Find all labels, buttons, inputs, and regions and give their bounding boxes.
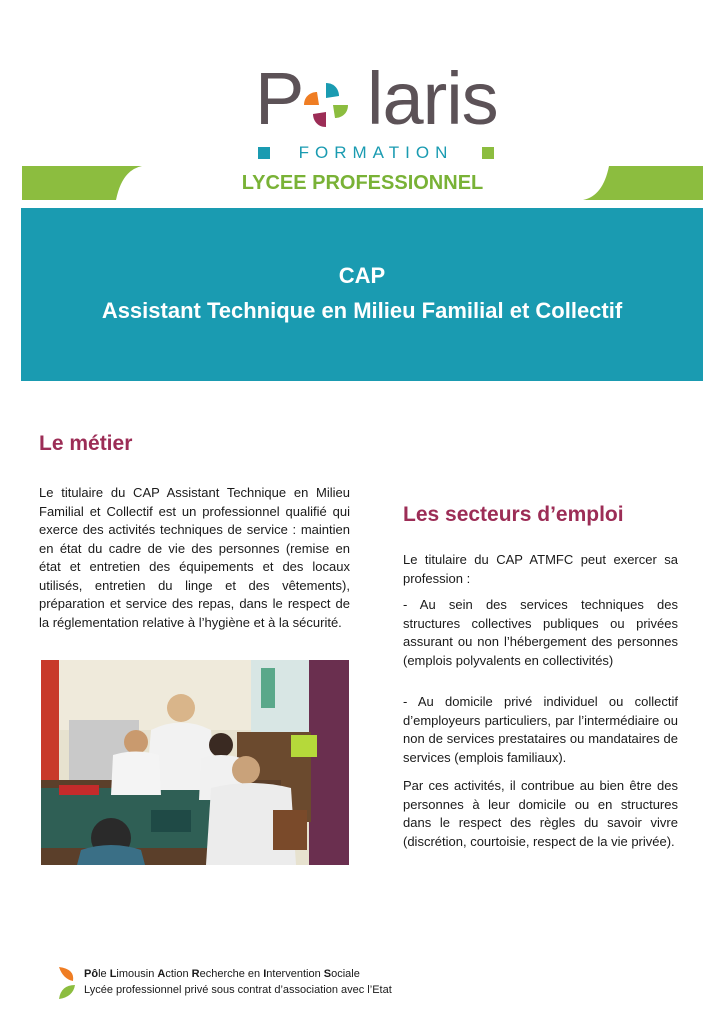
footer-initial: I <box>263 968 267 980</box>
logo-subtitle <box>258 144 494 162</box>
title-line-1: CAP <box>338 263 386 288</box>
classroom-photo <box>41 660 349 865</box>
logo-letter-p: P <box>255 57 304 140</box>
footer-status: Lycée professionnel privé sous contrat d’association avec l’Etat <box>84 984 392 996</box>
secteurs-intro: Le titulaire du CAP ATMFC peut exercer sa profession : <box>403 552 678 586</box>
footer-word-part: ociale <box>331 968 360 980</box>
secteurs-item-domicile: - Au domicile privé individuel ou collectif d’employeurs particuliers, par l’intermédiaire ou non de services prestataires ou mandataires de services (emplois familiaux). <box>403 694 678 765</box>
footer-leaf-icon <box>57 965 77 1001</box>
footer-word-part: imousin <box>116 968 158 980</box>
title-banner <box>21 208 703 381</box>
secteurs-item-collectives: - Au sein des services techniques des structures collectives publiques ou privées assurant ou non l’hébergement des personnes (emplois polyvalents en collectivités) <box>403 597 678 668</box>
band-label: LYCEE PROFESSIONNEL <box>241 172 484 194</box>
footer-initial: Pô <box>84 968 99 980</box>
footer-organisation <box>84 968 360 980</box>
logo-square-left <box>258 147 270 159</box>
footer-initial: R <box>191 968 200 980</box>
footer-word-part: echerche en <box>199 968 264 980</box>
footer-initial: S <box>323 968 332 980</box>
footer-word-part: le <box>98 968 110 980</box>
metier-paragraph: Le titulaire du CAP Assistant Technique en Milieu Familial et Collectif est un professionnel qualifié qui exerce des activités techniques de service : maintien en état du cadre de vie des personnes (remise en état et entretien des équipements et des locaux utilisés, entretien du linge et des vêtements), préparation et service des repas, dans le respect de la réglementation relative à l’hygiène et à la sécurité. <box>39 485 350 630</box>
metier-heading: Le métier <box>39 432 133 455</box>
section-band <box>22 166 703 200</box>
secteurs-heading: Les secteurs d’emploi <box>403 503 624 526</box>
logo-subtitle-text: FORMATION <box>298 143 454 162</box>
title-line-2: Assistant Technique en Milieu Familial et Collectif <box>101 298 623 323</box>
footer-initial: A <box>157 968 166 980</box>
footer-word-part: ntervention <box>266 968 324 980</box>
footer-initial: L <box>109 968 117 980</box>
logo-letters-laris: laris <box>367 57 498 140</box>
logo-square-right <box>482 147 494 159</box>
secteurs-conclusion: Par ces activités, il contribue au bien être des personnes à leur domicile ou en structures dans le respect des règles du savoir vivre (discrétion, courtoisie, respect de la vie privée). <box>403 778 678 849</box>
footer-word-part: ction <box>165 968 192 980</box>
polaris-logo <box>0 30 725 162</box>
logo-pinwheel-icon <box>303 82 349 128</box>
